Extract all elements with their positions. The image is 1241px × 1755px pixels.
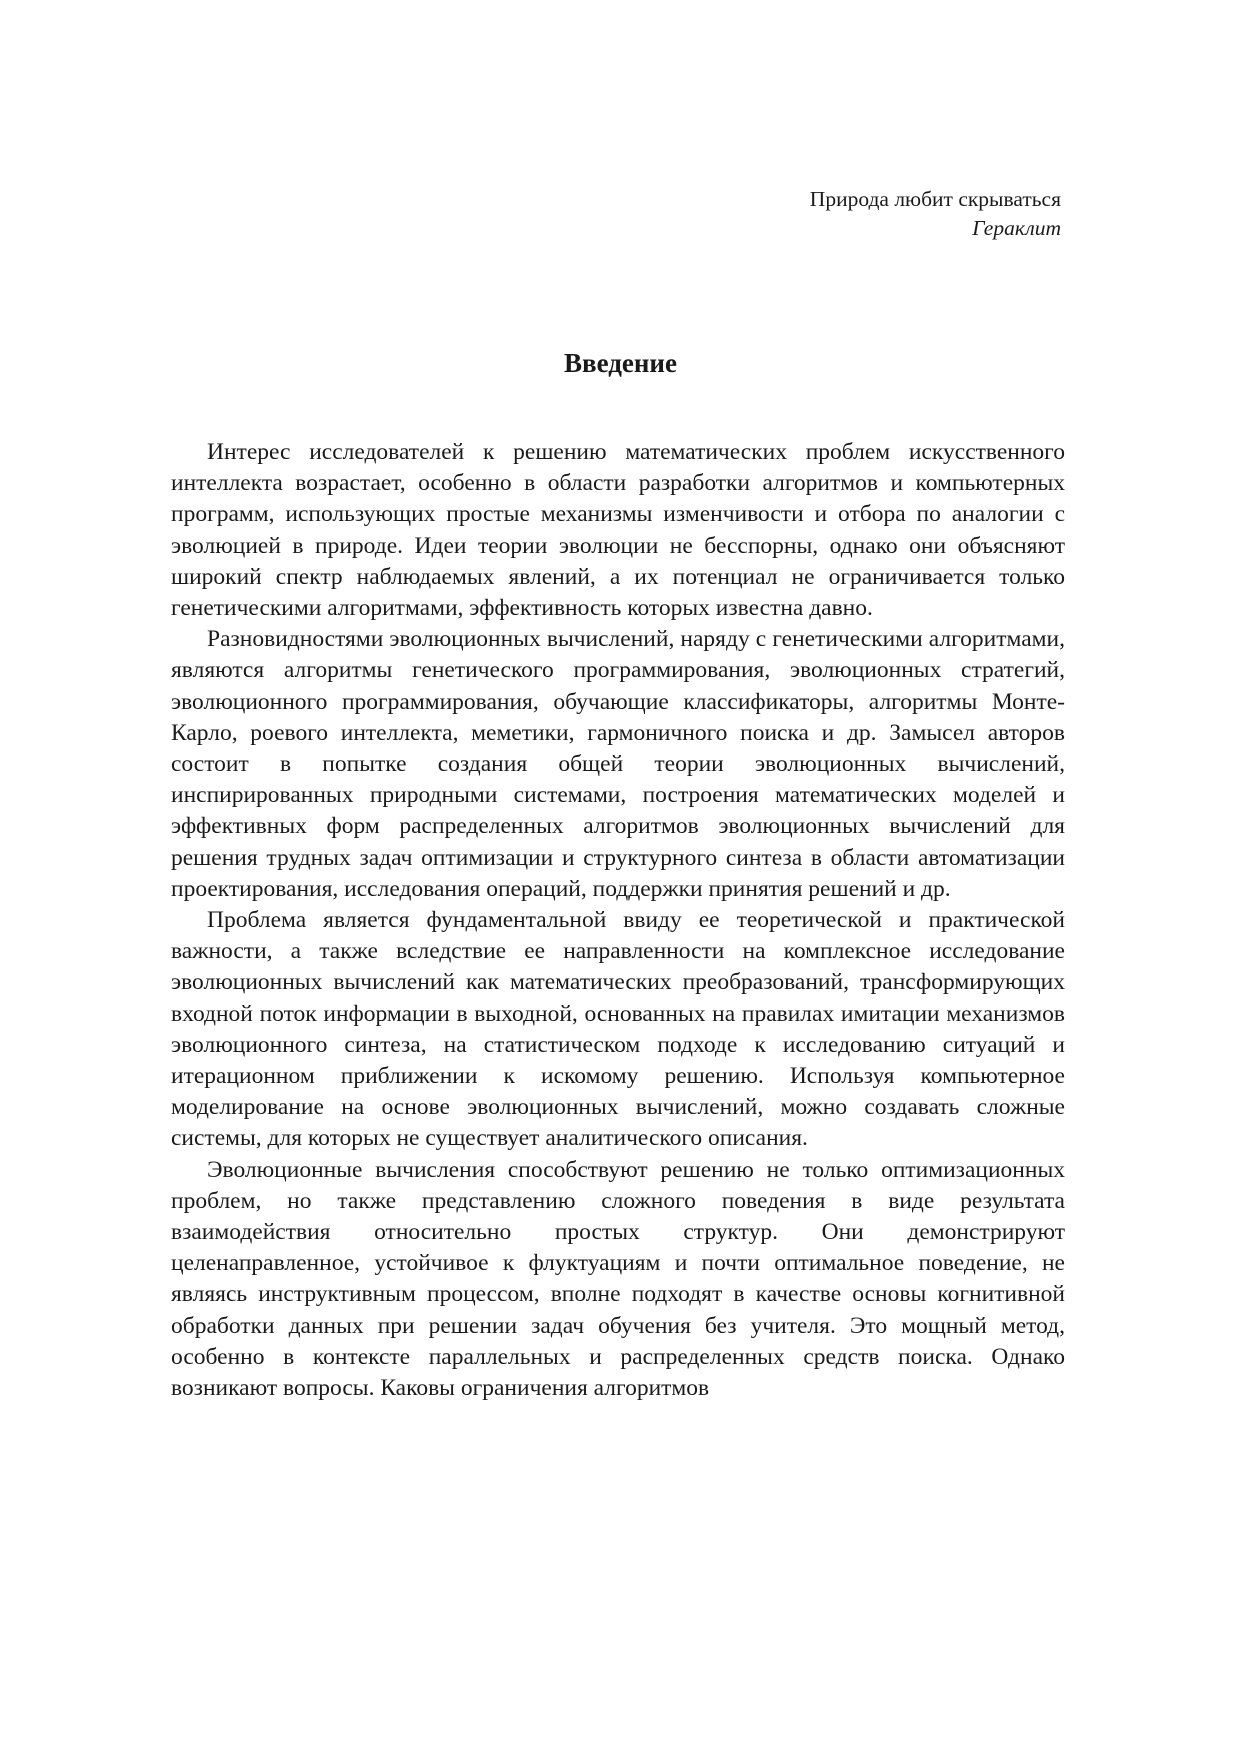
epigraph-quote: Природа любит скрываться bbox=[809, 187, 1061, 211]
paragraph: Интерес исследователей к решению математических проблем искусственного интеллекта возрастает, особенно в области разработки алгоритмов и компьютерных программ, использующих простые механизмы изменчивости и отбора по аналогии с эволюцией в природе. Идеи теории эволюции не бесспорны, однако они объясняют широкий спектр наблюдаемых явлений, а их потенциал не ограничивается только генетическими алгоритмами, эффективность которых известна давно. bbox=[171, 439, 1065, 622]
epigraph-author: Гераклит bbox=[972, 216, 1061, 240]
paragraph: Эволюционные вычисления способствуют решению не только оптимизационных проблем, но также представлению сложного поведения в виде результата взаимодействия относительно простых структур. Они демонстрируют целенаправленное, устойчивое к флуктуациям и почти оптимальное поведение, не являясь инструктивным процессом, вполне подходят в качестве основы когнитивной обработки данных при решении задач обучения без учителя. Это мощный метод, особенно в контексте параллельных и распределенных средств поиска. Однако возникают вопросы. Каковы ограничения алгоритмов bbox=[171, 1156, 1065, 1402]
paragraph: Разновидностями эволюционных вычислений, наряду с генетическими алгоритмами, являются алгоритмы генетического программирования, эволюционных стратегий, эволюционного программирования, обучающие классификаторы, алгоритмы Монте-Карло, роевого интеллекта, меметики, гармоничного поиска и др. Замысел авторов состоит в попытке создания общей теории эволюционных вычислений, инспирированных природными системами, построения математических моделей и эффективных форм распределенных алгоритмов эволюционных вычислений для решения трудных задач оптимизации и структурного синтеза в области автоматизации проектирования, исследования операций, поддержки принятия решений и др. bbox=[171, 626, 1065, 902]
epigraph bbox=[461, 185, 1061, 243]
page-title: Введение bbox=[564, 348, 677, 378]
body-text bbox=[171, 437, 1065, 1404]
paragraph: Проблема является фундаментальной ввиду ее теоретической и практической важности, а также вследствие ее направленности на комплексное исследование эволюционных вычислений как математических преобразований, трансформирующих входной поток информации в выходной, основанных на правилах имитации механизмов эволюционного синтеза, на статистическом подходе к исследованию ситуаций и итерационном приближении к искомому решению. Используя компьютерное моделирование на основе эволюционных вычислений, можно создавать сложные системы, для которых не существует аналитического описания. bbox=[171, 907, 1065, 1152]
